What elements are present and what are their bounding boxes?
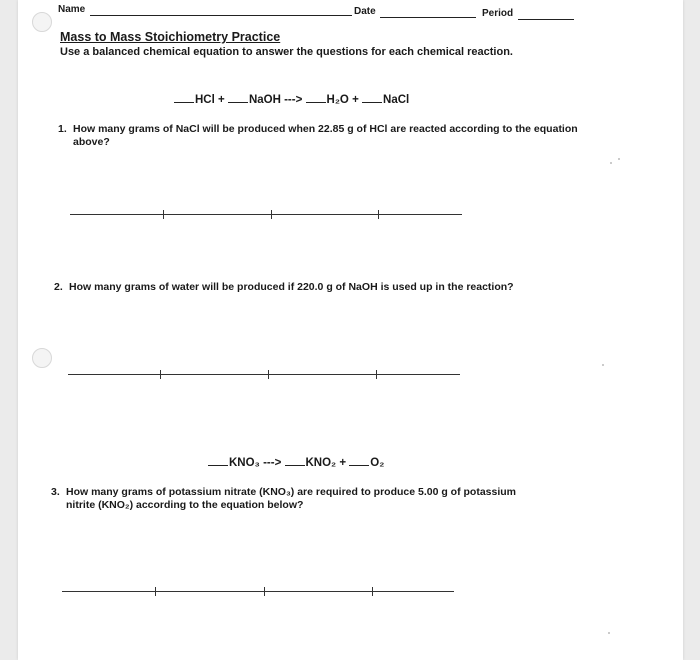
period-label: Period xyxy=(482,8,514,19)
equation-1 xyxy=(174,92,409,106)
question-text: How many grams of NaCl will be produced when 22.85 g of HCl are reacted according to the equation above? xyxy=(73,123,578,148)
instructions: Use a balanced chemical equation to answer the questions for each chemical reaction. xyxy=(60,46,513,58)
reactant-hcl: HCl xyxy=(195,94,215,106)
question-2 xyxy=(54,281,574,311)
question-text: How many grams of water will be produced if 220.0 g of NaOH is used up in the reaction? xyxy=(69,281,514,293)
scan-speck xyxy=(602,364,604,366)
question-3 xyxy=(51,486,571,516)
scan-speck xyxy=(610,162,612,164)
date-blank[interactable] xyxy=(380,17,476,18)
product-o2: O₂ xyxy=(370,457,385,469)
product-nacl: NaCl xyxy=(383,94,410,106)
question-number: 3. xyxy=(51,486,60,498)
product-h2o: H₂O xyxy=(326,94,349,106)
punch-hole-middle xyxy=(32,348,52,368)
coefficient-blank-kno2[interactable] xyxy=(285,455,305,466)
coefficient-blank-h2o[interactable] xyxy=(306,92,326,103)
question-text: How many grams of potassium nitrate (KNO₃) are required to produce 5.00 g of potassium nitrite (KNO₂) according to the equation below? xyxy=(66,486,517,511)
coefficient-blank-hcl[interactable] xyxy=(174,92,194,103)
question-number: 1. xyxy=(58,123,67,135)
worksheet-page xyxy=(18,0,683,660)
reaction-arrow: ---> xyxy=(263,457,282,469)
coefficient-blank-naoh[interactable] xyxy=(228,92,248,103)
page-title: Mass to Mass Stoichiometry Practice xyxy=(60,30,281,44)
reaction-arrow: ---> xyxy=(284,94,303,106)
plus-sign: + xyxy=(339,457,347,469)
plus-sign: + xyxy=(218,94,225,106)
reactant-kno3: KNO₃ xyxy=(229,457,260,469)
period-blank[interactable] xyxy=(518,19,574,20)
coefficient-blank-nacl[interactable] xyxy=(362,92,382,103)
name-blank[interactable] xyxy=(90,15,352,16)
punch-hole-top xyxy=(32,12,52,32)
date-label: Date xyxy=(354,6,376,17)
equation-2 xyxy=(208,455,384,469)
coefficient-blank-kno3[interactable] xyxy=(208,455,228,466)
scan-speck xyxy=(608,632,610,634)
name-label: Name xyxy=(58,4,86,15)
scan-speck xyxy=(618,158,620,160)
reactant-naoh: NaOH xyxy=(248,94,281,106)
plus-sign: + xyxy=(352,94,359,106)
product-kno2: KNO₂ xyxy=(305,457,337,469)
question-number: 2. xyxy=(54,281,63,293)
question-1 xyxy=(58,123,578,153)
coefficient-blank-o2[interactable] xyxy=(349,455,369,466)
